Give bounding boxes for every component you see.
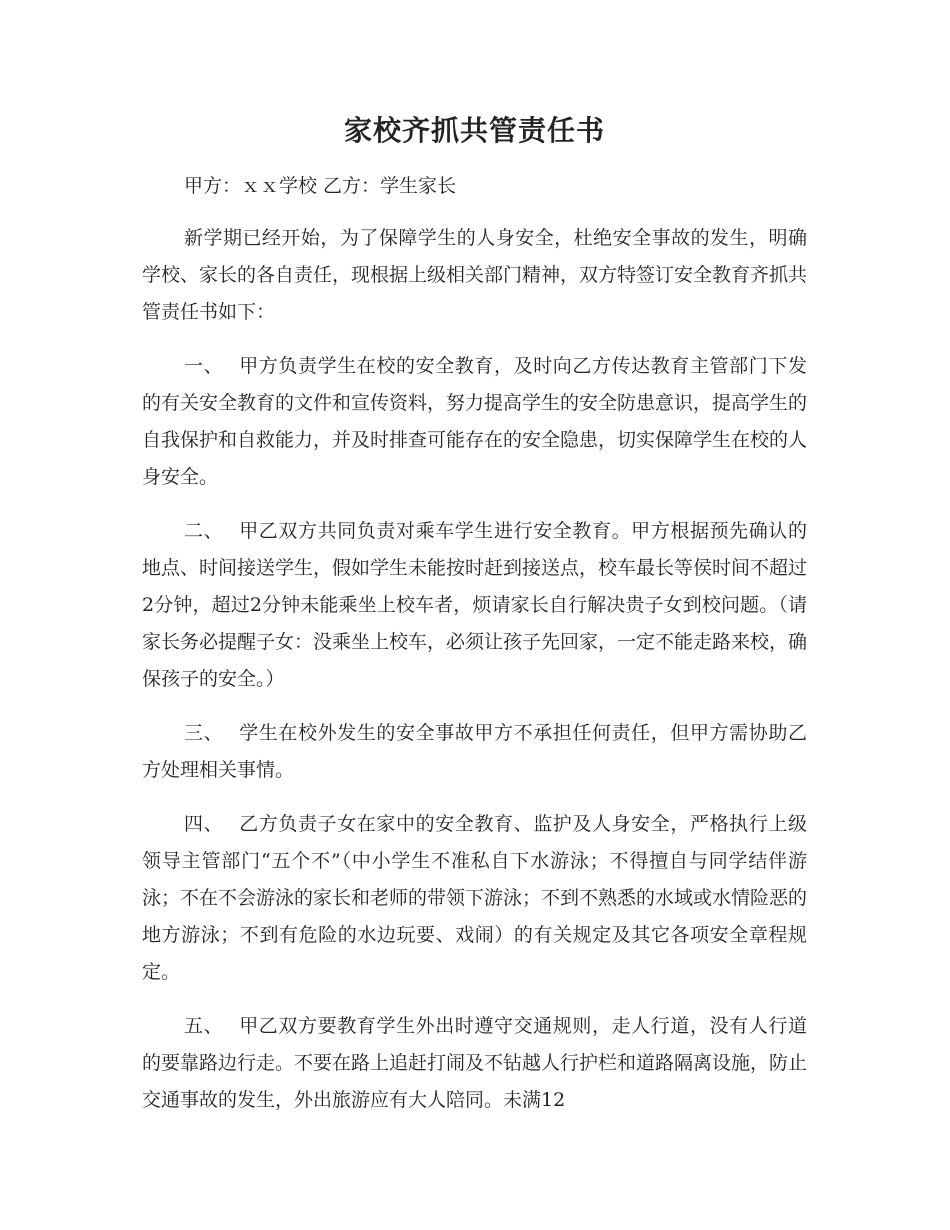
intro-paragraph: [142, 220, 807, 331]
parties-line: 甲方：ｘｘ学校 乙方：学生家长: [184, 175, 457, 197]
clause-text: 学生在校外发生的安全事故甲方不承担任何责任，但甲方需协助乙方处理相关事情。: [142, 722, 807, 781]
clause-number: 五、: [184, 1015, 224, 1037]
clause-number: 四、: [184, 813, 224, 835]
clause-5: [142, 1008, 807, 1119]
clause-number: 三、: [184, 722, 224, 744]
clause-1: [142, 348, 807, 496]
clause-4: [142, 806, 807, 991]
clause-text: 乙方负责子女在家中的安全教育、监护及人身安全，严格执行上级领导主管部门“五个不”（中小学生不准私自下水游泳；不得擅自与同学结伴游泳；不在不会游泳的家长和老师的带领下游泳；不到不熟悉的水域或水情险恶的地方游泳；不到有危险的水边玩要、戏闹）的有关规定及其它各项安全章程规定。: [142, 813, 808, 983]
document-body: [142, 108, 807, 1136]
clause-text: 甲乙双方共同负责对乘车学生进行安全教育。甲方根据预先确认的地点、时间接送学生，假如学生未能按时赶到接送点，校车最长等侯时间不超过2分钟，超过2分钟未能乘坐上校车者，烦请家长自行解决贵子女到校问题。（请家长务必提醒子女：没乘坐上校车，必须让孩子先回家，一定不能走路来校，确保孩子的安全。）: [142, 520, 808, 690]
clause-3: [142, 715, 807, 789]
clause-number: 二、: [184, 520, 224, 542]
clause-number: 一、: [184, 355, 224, 377]
paragraph-text: 新学期已经开始，为了保障学生的人身安全，杜绝安全事故的发生，明确学校、家长的各自责任，现根据上级相关部门精神，双方特签订安全教育齐抓共管责任书如下：: [142, 227, 808, 323]
clause-2: [142, 513, 807, 698]
clause-text: 甲乙双方要教育学生外出时遵守交通规则，走人行道，没有人行道的要靠路边行走。不要在路上追赶打闹及不钻越人行护栏和道路隔离设施，防止交通事故的发生，外出旅游应有大人陪同。未满12: [142, 1015, 808, 1111]
clause-text: 甲方负责学生在校的安全教育，及时向乙方传达教育主管部门下发的有关安全教育的文件和宣传资料，努力提高学生的安全防患意识，提高学生的自我保护和自救能力，并及时排查可能存在的安全隐患，切实保障学生在校的人身安全。: [142, 355, 808, 488]
document-title: 家校齐抓共管责任书: [343, 114, 605, 147]
